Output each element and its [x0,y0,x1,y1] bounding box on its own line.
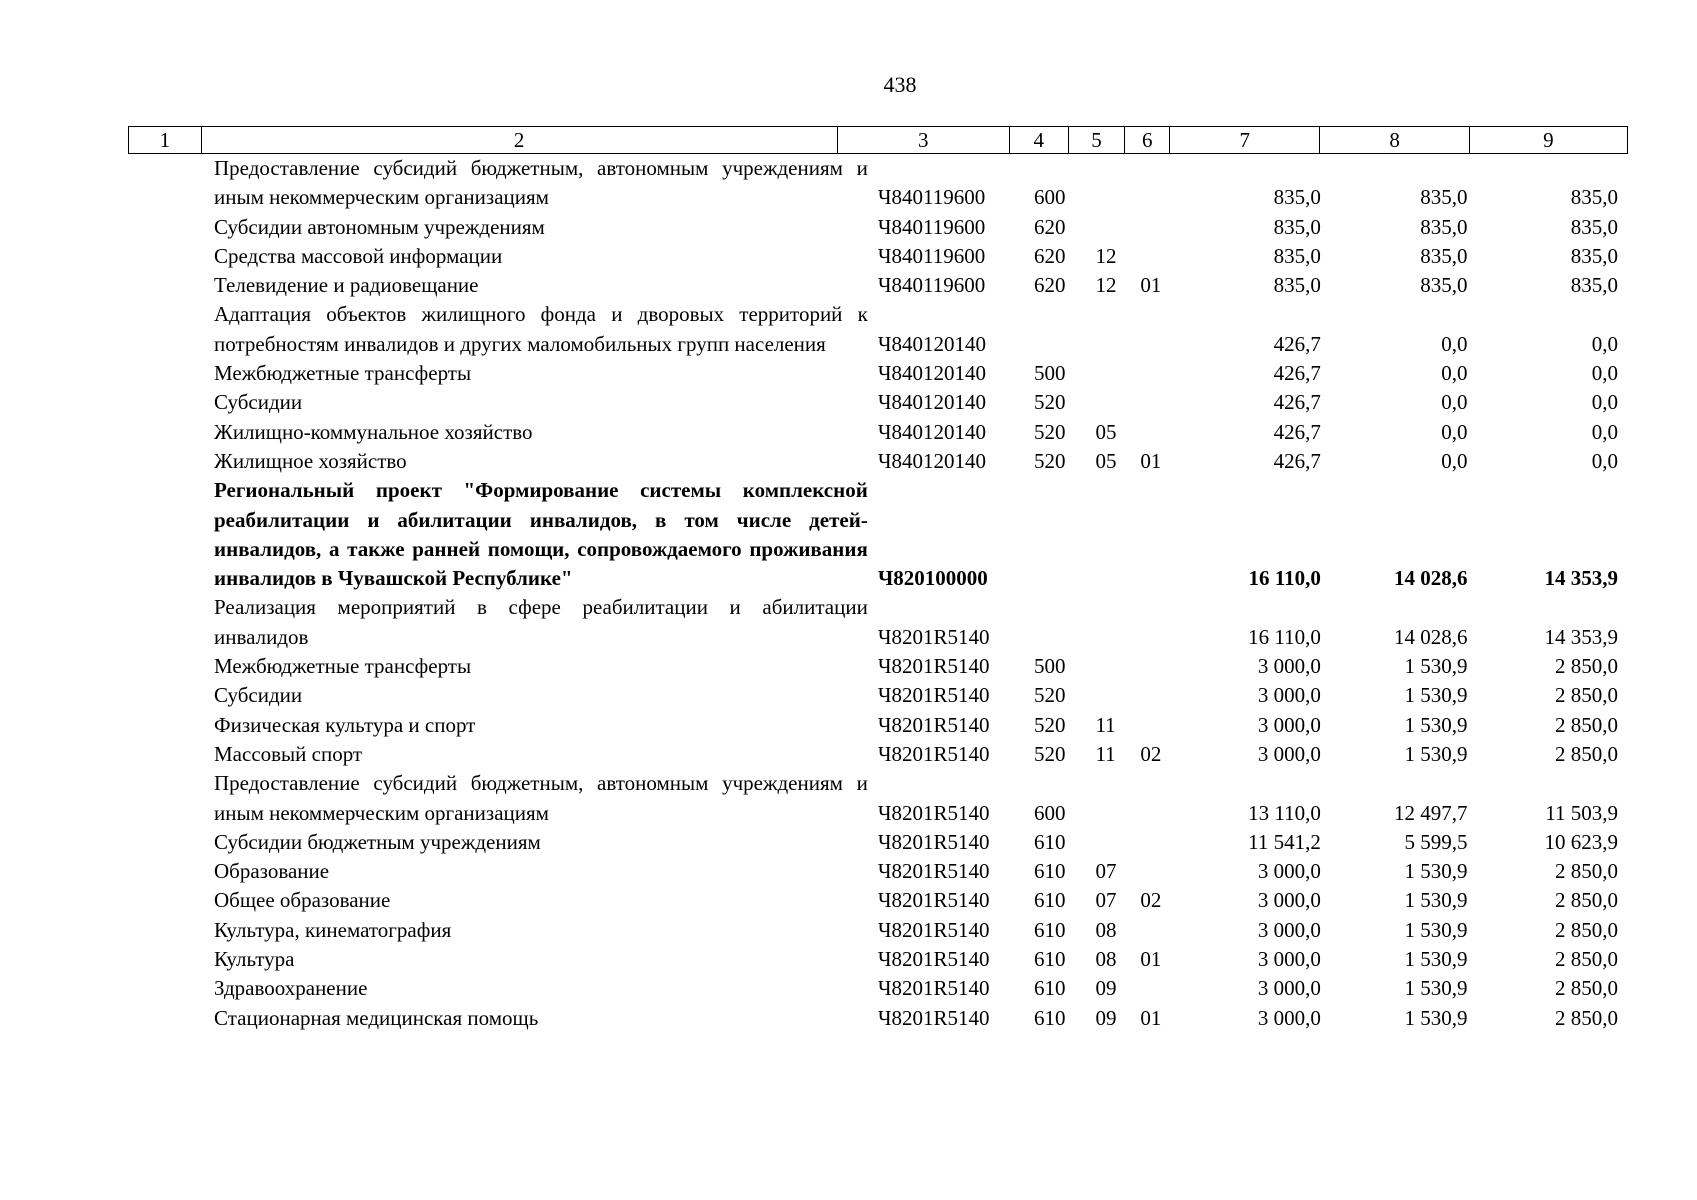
row-target-code: Ч840119600 [877,214,986,239]
row-amount-year-3: 0,0 [1591,361,1619,386]
row-amount-year-2: 1 530,9 [1404,888,1468,913]
row-amount-year-3: 835,0 [1570,185,1619,210]
row-amount-year-3: 2 850,0 [1555,712,1619,737]
table-row [128,388,1628,417]
row-expense-type: 610 [1033,947,1066,972]
row-expense-type: 620 [1033,243,1066,268]
row-expense-type: 610 [1033,829,1066,854]
row-expense-type: 520 [1033,448,1066,473]
row-name: Культура [214,947,295,972]
table-row [128,271,1628,300]
row-amount-year-3: 2 850,0 [1555,859,1619,884]
row-amount-year-1: 3 000,0 [1257,888,1321,913]
row-amount-year-3: 2 850,0 [1555,888,1619,913]
row-amount-year-2: 835,0 [1420,243,1468,268]
row-amount-year-3: 2 850,0 [1555,976,1619,1001]
row-amount-year-1: 426,7 [1273,448,1321,473]
row-section: 07 [1095,888,1117,913]
row-expense-type: 500 [1033,361,1066,386]
row-subsection: 01 [1140,1005,1162,1030]
row-amount-year-3: 14 353,9 [1544,624,1619,649]
row-amount-year-1: 3 000,0 [1257,917,1321,942]
row-expense-type: 520 [1033,419,1066,444]
row-amount-year-1: 426,7 [1273,419,1321,444]
header-cell-5: 5 [1068,127,1125,153]
row-amount-year-1: 426,7 [1273,331,1321,356]
row-expense-type: 610 [1033,917,1066,942]
row-amount-year-3: 2 850,0 [1555,654,1619,679]
row-section: 05 [1095,419,1117,444]
table-row [128,447,1628,476]
row-amount-year-3: 0,0 [1591,390,1619,415]
row-name: Физическая культура и спорт [214,712,476,737]
header-cell-8: 8 [1319,127,1468,153]
row-name: Межбюджетные трансферты [214,361,472,386]
row-target-code: Ч8201R5140 [877,947,990,972]
header-cell-6: 6 [1124,127,1169,153]
row-name: Стационарная медицинская помощь [214,1005,539,1030]
row-target-code: Ч8201R5140 [877,859,990,884]
row-amount-year-2: 1 530,9 [1404,917,1468,942]
row-amount-year-1: 3 000,0 [1257,1005,1321,1030]
page-number: 438 [883,72,917,97]
row-expense-type: 620 [1033,273,1066,298]
row-amount-year-3: 2 850,0 [1555,683,1619,708]
row-section: 08 [1095,917,1117,942]
row-expense-type: 520 [1033,712,1066,737]
row-amount-year-1: 426,7 [1273,361,1321,386]
row-amount-year-2: 1 530,9 [1404,1005,1468,1030]
header-cell-1: 1 [159,128,171,152]
row-expense-type: 520 [1033,683,1066,708]
row-name: Региональный проект "Формирование системы комплексной реабилитации и абилитации инвалидов, в том числе детей-инвалидов, а также ранней помощи, сопровождаемого проживания инвалидов в Чувашской Республике" [214,478,868,591]
table-row [128,593,1628,652]
row-target-code: Ч840120140 [877,331,986,356]
row-section: 11 [1095,712,1116,737]
row-target-code: Ч840119600 [877,243,986,268]
table-row [128,828,1628,857]
table-row [128,359,1628,388]
row-subsection: 01 [1140,273,1162,298]
row-amount-year-1: 835,0 [1273,243,1321,268]
row-target-code: Ч8201R5140 [877,624,990,649]
row-amount-year-1: 16 110,0 [1248,566,1321,591]
row-amount-year-2: 14 028,6 [1394,624,1468,649]
table-row [128,711,1628,740]
row-amount-year-3: 2 850,0 [1555,1005,1619,1030]
row-amount-year-2: 0,0 [1441,361,1468,386]
row-amount-year-2: 0,0 [1441,390,1468,415]
row-target-code: Ч8201R5140 [877,654,990,679]
row-target-code: Ч840119600 [877,185,986,210]
budget-table [128,126,1628,1033]
row-amount-year-1: 3 000,0 [1257,712,1321,737]
row-amount-year-2: 1 530,9 [1404,859,1468,884]
row-name: Субсидии бюджетным учреждениям [214,829,541,854]
table-row [128,418,1628,447]
row-amount-year-1: 3 000,0 [1257,654,1321,679]
table-row [128,154,1628,213]
row-expense-type: 500 [1033,654,1066,679]
row-target-code: Ч840120140 [877,448,986,473]
row-amount-year-2: 1 530,9 [1404,976,1468,1001]
row-name: Культура, кинематография [214,917,452,942]
header-cell-9: 9 [1469,127,1627,153]
row-amount-year-1: 3 000,0 [1257,947,1321,972]
row-amount-year-3: 14 353,9 [1544,566,1619,591]
row-amount-year-3: 835,0 [1570,243,1619,268]
row-subsection: 01 [1140,947,1162,972]
row-amount-year-1: 835,0 [1273,214,1321,239]
table-row [128,857,1628,886]
row-amount-year-2: 14 028,6 [1394,566,1468,591]
row-expense-type: 610 [1033,976,1066,1001]
row-name: Субсидии автономным учреждениям [214,214,545,239]
row-name: Средства массовой информации [214,243,503,268]
table-body [128,154,1628,1033]
row-name: Реализация мероприятий в сфере реабилитации и абилитации инвалидов [214,595,868,649]
row-subsection: 02 [1140,741,1162,766]
row-amount-year-3: 0,0 [1591,331,1619,356]
row-target-code: Ч8201R5140 [877,888,990,913]
row-expense-type: 610 [1033,888,1066,913]
table-row [128,300,1628,359]
row-amount-year-3: 10 623,9 [1544,829,1619,854]
row-target-code: Ч8201R5140 [877,712,990,737]
row-amount-year-2: 1 530,9 [1404,683,1468,708]
row-name: Общее образование [214,888,391,913]
row-section: 11 [1095,741,1116,766]
row-amount-year-2: 1 530,9 [1404,654,1468,679]
row-amount-year-3: 0,0 [1591,448,1619,473]
row-amount-year-1: 3 000,0 [1257,976,1321,1001]
table-row [128,945,1628,974]
row-target-code: Ч840120140 [877,361,986,386]
row-amount-year-1: 3 000,0 [1257,859,1321,884]
table-row [128,740,1628,769]
table-row [128,242,1628,271]
row-expense-type: 610 [1033,1005,1066,1030]
row-target-code: Ч8201R5140 [877,683,990,708]
row-section: 05 [1095,448,1117,473]
row-name: Жилищное хозяйство [214,448,407,473]
row-section: 09 [1095,976,1117,1001]
row-name: Предоставление субсидий бюджетным, автономным учреждениям и иным некоммерческим организациям [214,771,868,825]
row-name: Образование [214,859,330,884]
row-target-code: Ч840120140 [877,390,986,415]
header-cell-2: 2 [201,127,837,153]
row-amount-year-3: 835,0 [1570,273,1619,298]
table-row [128,213,1628,242]
row-amount-year-1: 426,7 [1273,390,1321,415]
row-amount-year-2: 5 599,5 [1404,829,1468,854]
row-amount-year-1: 3 000,0 [1257,683,1321,708]
header-cell-4: 4 [1009,127,1068,153]
row-section: 09 [1095,1005,1117,1030]
row-name: Телевидение и радиовещание [214,273,479,298]
table-row [128,916,1628,945]
row-amount-year-1: 835,0 [1273,273,1321,298]
row-amount-year-1: 3 000,0 [1257,741,1321,766]
row-expense-type: 520 [1033,390,1066,415]
row-amount-year-1: 16 110,0 [1248,624,1321,649]
table-row [128,769,1628,828]
row-subsection: 02 [1140,888,1162,913]
row-amount-year-2: 0,0 [1441,331,1468,356]
row-section: 12 [1095,243,1117,268]
row-expense-type: 610 [1033,859,1066,884]
row-amount-year-3: 2 850,0 [1555,917,1619,942]
row-target-code: Ч8201R5140 [877,741,990,766]
row-section: 08 [1095,947,1117,972]
row-amount-year-3: 0,0 [1591,419,1619,444]
row-amount-year-3: 2 850,0 [1555,947,1619,972]
row-expense-type: 600 [1033,800,1066,825]
header-cell-7: 7 [1169,127,1319,153]
row-amount-year-2: 835,0 [1420,214,1468,239]
table-row [128,476,1628,593]
row-amount-year-2: 1 530,9 [1404,741,1468,766]
row-amount-year-1: 11 541,2 [1248,829,1321,854]
table-row [128,652,1628,681]
row-amount-year-2: 835,0 [1420,185,1468,210]
row-name: Массовый спорт [214,741,363,766]
row-target-code: Ч8201R5140 [877,976,990,1001]
row-target-code: Ч8201R5140 [877,800,990,825]
row-amount-year-2: 1 530,9 [1404,947,1468,972]
row-expense-type: 620 [1033,214,1066,239]
header-cell-3: 3 [837,127,1009,153]
row-section: 12 [1095,273,1117,298]
row-expense-type: 600 [1033,185,1066,210]
row-name: Жилищно-коммунальное хозяйство [214,419,533,444]
row-name: Адаптация объектов жилищного фонда и дворовых территорий к потребностям инвалидов и других маломобильных групп населения [214,302,868,356]
table-row [128,681,1628,710]
row-amount-year-2: 0,0 [1441,419,1468,444]
row-section: 07 [1095,859,1117,884]
row-name: Здравоохранение [214,976,368,1001]
row-amount-year-1: 13 110,0 [1248,800,1321,825]
row-target-code: Ч8201R5140 [877,917,990,942]
row-name: Предоставление субсидий бюджетным, автономным учреждениям и иным некоммерческим организациям [214,156,868,210]
row-amount-year-2: 12 497,7 [1394,800,1468,825]
row-target-code: Ч820100000 [877,566,988,591]
table-row [128,974,1628,1003]
row-amount-year-3: 11 503,9 [1545,800,1619,825]
row-amount-year-2: 0,0 [1441,448,1468,473]
row-expense-type: 520 [1033,741,1066,766]
row-target-code: Ч8201R5140 [877,829,990,854]
row-amount-year-3: 835,0 [1570,214,1619,239]
row-amount-year-3: 2 850,0 [1555,741,1619,766]
table-row [128,886,1628,915]
row-subsection: 01 [1140,448,1162,473]
table-row [128,1004,1628,1033]
row-amount-year-2: 835,0 [1420,273,1468,298]
row-name: Субсидии [214,683,303,708]
row-name: Межбюджетные трансферты [214,654,472,679]
row-amount-year-2: 1 530,9 [1404,712,1468,737]
row-target-code: Ч8201R5140 [877,1005,990,1030]
row-name: Субсидии [214,390,303,415]
row-target-code: Ч840119600 [877,273,986,298]
row-target-code: Ч840120140 [877,419,986,444]
table-header-row [128,126,1628,154]
row-amount-year-1: 835,0 [1273,185,1321,210]
